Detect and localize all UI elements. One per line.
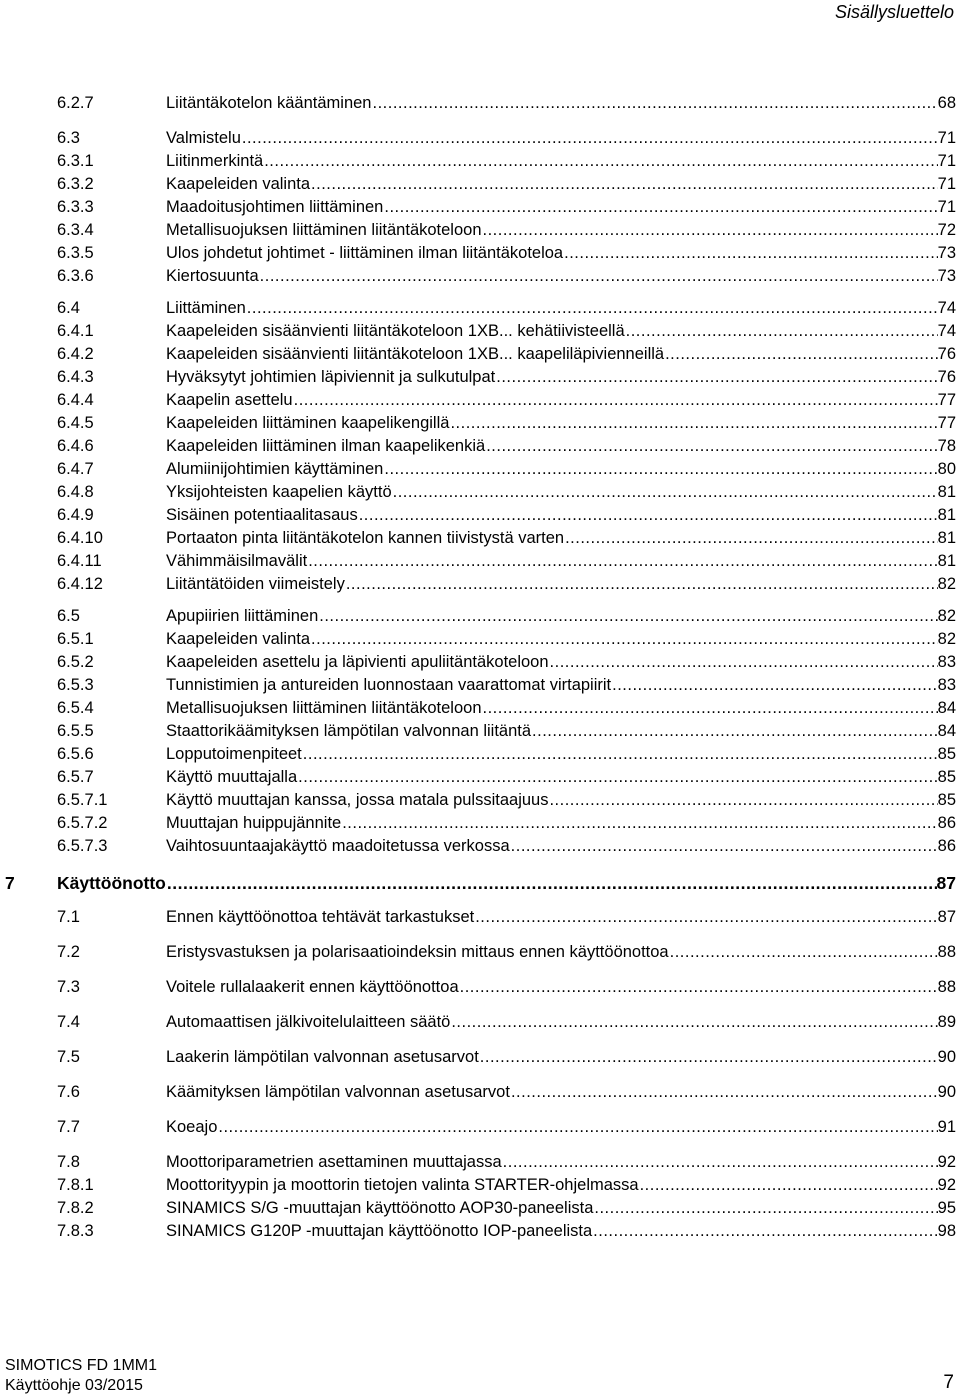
dot-leader <box>310 628 938 651</box>
dot-leader <box>358 504 938 527</box>
toc-entry-title-line <box>166 173 956 196</box>
toc-entry[interactable] <box>0 674 960 697</box>
toc-entry-title: Moottorityypin ja moottorin tietojen valinta STARTER-ohjelmassa <box>166 1176 639 1194</box>
dot-leader <box>669 941 938 964</box>
toc-entry-page: 90 <box>937 1083 956 1101</box>
toc-entry-title: Eristysvastuksen ja polarisaatioindeksin mittaus ennen käyttöönottoa <box>166 943 669 961</box>
toc-entry[interactable] <box>0 366 960 389</box>
toc-entry-number: 7.7 <box>57 1118 80 1136</box>
toc-entry[interactable] <box>0 605 960 628</box>
toc-entry-title: Metallisuojuksen liittäminen liitäntäkoteloon <box>166 221 482 239</box>
toc-entry-page: 90 <box>937 1048 956 1066</box>
toc-entry-title: Kaapeleiden sisäänvienti liitäntäkoteloon 1XB... kehätiivisteellä <box>166 322 625 340</box>
toc-entry-number: 6.4.11 <box>57 552 102 570</box>
toc-entry-title-line <box>166 605 956 628</box>
toc-entry-page: 80 <box>937 460 956 478</box>
toc-entry-title: Laakerin lämpötilan valvonnan asetusarvot <box>166 1048 479 1066</box>
toc-entry-number: 6.5.2 <box>57 653 94 671</box>
dot-leader <box>564 527 938 550</box>
toc-entry-title-line <box>166 1116 956 1139</box>
dot-leader <box>611 674 938 697</box>
dot-leader <box>318 605 937 628</box>
dot-leader <box>548 789 937 812</box>
toc-entry[interactable] <box>0 1220 960 1243</box>
toc-entry[interactable] <box>0 976 960 999</box>
dot-leader <box>510 1081 938 1104</box>
toc-entry-page: 92 <box>937 1176 956 1194</box>
toc-entry-page: 81 <box>937 529 956 547</box>
toc-entry[interactable] <box>0 1011 960 1034</box>
toc-entry-title-line <box>166 1081 956 1104</box>
toc-entry-title: Apupiirien liittäminen <box>166 607 319 625</box>
toc-entry-title: Liitinmerkintä <box>166 152 264 170</box>
toc-entry-page: 86 <box>937 814 956 832</box>
toc-entry-number: 6.4.8 <box>57 483 94 501</box>
toc-entry-page: 83 <box>937 653 956 671</box>
toc-entry-number: 6.2.7 <box>57 94 94 112</box>
dot-leader <box>625 320 938 343</box>
toc-entry-number: 7.8.1 <box>57 1176 94 1194</box>
dot-leader <box>217 1116 937 1139</box>
toc-entry[interactable] <box>0 481 960 504</box>
toc-entry[interactable] <box>0 389 960 412</box>
toc-entry-title: Moottoriparametrien asettaminen muuttajassa <box>166 1153 502 1171</box>
toc-entry-page: 87 <box>937 908 956 926</box>
toc-entry-title-line <box>166 766 956 789</box>
toc-entry-page: 71 <box>937 129 956 147</box>
toc-entry-title-line <box>166 389 956 412</box>
dot-leader <box>392 481 938 504</box>
toc-entry-number: 6.3.3 <box>57 198 94 216</box>
toc-entry-title: Kaapeleiden asettelu ja läpivienti apuliitäntäkoteloon <box>166 653 549 671</box>
toc-entry-title: SINAMICS S/G -muuttajan käyttöönotto AOP30-paneelista <box>166 1199 594 1217</box>
dot-leader <box>263 150 937 173</box>
toc-entry-title: Sisäinen potentiaalitasaus <box>166 506 358 524</box>
toc-entry-title: Käyttöönotto <box>57 873 166 893</box>
toc-entry-page: 73 <box>937 244 956 262</box>
toc-entry-number: 6.5.5 <box>57 722 94 740</box>
toc-entry-number: 7.6 <box>57 1083 80 1101</box>
toc-entry-page: 89 <box>937 1013 956 1031</box>
toc-entry-title-line <box>166 242 956 265</box>
dot-leader <box>592 1220 937 1243</box>
toc-entry-title: Vaihtosuuntaajakäyttö maadoitetussa verkossa <box>166 837 510 855</box>
toc-entry-page: 81 <box>937 483 956 501</box>
dot-leader <box>495 366 937 389</box>
toc-entry-page: 88 <box>937 943 956 961</box>
toc-entry-title-line <box>166 412 956 435</box>
dot-leader <box>549 651 938 674</box>
toc-entry-number: 6.4.7 <box>57 460 94 478</box>
toc-entry-number: 6.5.3 <box>57 676 94 694</box>
dot-leader <box>341 812 937 835</box>
toc-entry[interactable] <box>0 835 960 858</box>
toc-entry-title-line <box>166 1046 956 1069</box>
toc-entry-page: 81 <box>937 552 956 570</box>
toc-entry-page: 84 <box>937 722 956 740</box>
dot-leader <box>345 573 938 596</box>
dot-leader <box>639 1174 938 1197</box>
toc-entry[interactable] <box>0 1151 960 1174</box>
toc-entry-number: 6.4.1 <box>57 322 94 340</box>
toc-entry-page: 78 <box>937 437 956 455</box>
toc-entry-title: Kaapeleiden valinta <box>166 175 311 193</box>
toc-entry-number: 6.4.4 <box>57 391 94 409</box>
toc-entry-title: Lopputoimenpiteet <box>166 745 302 763</box>
toc-entry-title: Liitäntätöiden viimeistely <box>166 575 345 593</box>
dot-leader <box>502 1151 938 1174</box>
toc-entry[interactable] <box>0 651 960 674</box>
toc-entry-title: Kaapeleiden valinta <box>166 630 311 648</box>
dot-leader <box>474 906 937 929</box>
toc-entry-title: SINAMICS G120P -muuttajan käyttöönotto IOP-paneelista <box>166 1222 593 1240</box>
toc-entry-number: 6.4.6 <box>57 437 94 455</box>
toc-entry[interactable] <box>0 458 960 481</box>
toc-entry-title-line <box>166 573 956 596</box>
toc-entry-number: 6.5.4 <box>57 699 94 717</box>
toc-entry-number: 6.5.1 <box>57 630 94 648</box>
toc-entry[interactable] <box>0 1046 960 1069</box>
toc-entry-page: 85 <box>937 791 956 809</box>
dot-leader <box>593 1197 937 1220</box>
toc-entry-title-line <box>57 870 956 897</box>
toc-entry-page: 84 <box>937 699 956 717</box>
toc-entry-title: Muuttajan huippujännite <box>166 814 342 832</box>
toc-entry-number: 6.5.7.2 <box>57 814 108 832</box>
toc-entry-title-line <box>166 1197 956 1220</box>
toc-entry-title: Ulos johdetut johtimet - liittäminen ilman liitäntäkoteloa <box>166 244 564 262</box>
toc-entry[interactable] <box>0 789 960 812</box>
toc-entry-title: Metallisuojuksen liittäminen liitäntäkoteloon <box>166 699 482 717</box>
toc-entry-title: Tunnistimien ja antureiden luonnostaan vaarattomat virtapiirit <box>166 676 612 694</box>
dot-leader <box>664 343 938 366</box>
toc-entry-page: 82 <box>937 575 956 593</box>
toc-entry-number: 6.3.2 <box>57 175 94 193</box>
toc-entry-title-line <box>166 504 956 527</box>
toc-entry[interactable] <box>0 127 960 150</box>
toc-entry[interactable] <box>0 1174 960 1197</box>
toc-entry[interactable] <box>0 320 960 343</box>
toc-entry-title: Koeajo <box>166 1118 218 1136</box>
toc-entry-title: Käämityksen lämpötilan valvonnan asetusarvot <box>166 1083 510 1101</box>
toc-entry-number: 7.1 <box>57 908 80 926</box>
toc-entry-number: 7 <box>5 873 15 893</box>
toc-entry-page: 91 <box>937 1118 956 1136</box>
toc-entry[interactable] <box>0 766 960 789</box>
toc-entry-title-line <box>166 481 956 504</box>
toc-entry-title: Maadoitusjohtimen liittäminen <box>166 198 384 216</box>
toc-entry-title: Voitele rullalaakerit ennen käyttöönottoa <box>166 978 459 996</box>
toc-entry-title-line <box>166 1151 956 1174</box>
toc-entry-page: 73 <box>937 267 956 285</box>
toc-entry[interactable] <box>0 504 960 527</box>
toc-entry-title: Kiertosuunta <box>166 267 259 285</box>
dot-leader <box>246 297 938 320</box>
toc-entry[interactable] <box>0 1081 960 1104</box>
toc-entry-page: 81 <box>937 506 956 524</box>
dot-leader <box>166 870 937 897</box>
toc-entry-number: 6.4.5 <box>57 414 94 432</box>
dot-leader <box>485 435 937 458</box>
toc-entry-page: 76 <box>937 345 956 363</box>
dot-leader <box>449 412 937 435</box>
toc-entry-page: 87 <box>936 873 956 893</box>
toc-entry-page: 85 <box>937 768 956 786</box>
toc-entry-number: 7.5 <box>57 1048 80 1066</box>
toc-entry-title: Yksijohteisten kaapelien käyttö <box>166 483 392 501</box>
toc-entry-page: 76 <box>937 368 956 386</box>
toc-entry-title-line <box>166 812 956 835</box>
toc-entry-title-line <box>166 1220 956 1243</box>
toc-entry-title: Portaaton pinta liitäntäkotelon kannen tiivistystä varten <box>166 529 565 547</box>
toc-entry[interactable] <box>0 573 960 596</box>
toc-entry-title-line <box>166 320 956 343</box>
toc-entry[interactable] <box>0 343 960 366</box>
dot-leader <box>479 1046 938 1069</box>
toc-entry-title-line <box>166 550 956 573</box>
toc-entry-page: 83 <box>937 676 956 694</box>
toc-entry-number: 6.4.10 <box>57 529 103 547</box>
toc-entry-number: 6.3.6 <box>57 267 94 285</box>
toc-entry-title-line <box>166 343 956 366</box>
dot-leader <box>371 92 937 115</box>
toc-entry[interactable] <box>0 527 960 550</box>
toc-entry[interactable] <box>0 697 960 720</box>
toc-entry-title: Kaapelin asettelu <box>166 391 293 409</box>
toc-entry-title-line <box>166 1011 956 1034</box>
toc-entry-page: 85 <box>937 745 956 763</box>
toc-entry[interactable] <box>0 219 960 242</box>
toc-entry-title-line <box>166 628 956 651</box>
dot-leader <box>383 196 937 219</box>
toc-entry-page: 71 <box>937 175 956 193</box>
toc-entry[interactable] <box>0 743 960 766</box>
dot-leader <box>450 1011 937 1034</box>
toc-entry[interactable] <box>0 297 960 320</box>
toc-entry[interactable] <box>0 173 960 196</box>
toc-entry-page: 88 <box>937 978 956 996</box>
toc-entry-number: 7.8.2 <box>57 1199 94 1217</box>
toc-entry-number: 6.4.3 <box>57 368 94 386</box>
toc-entry-number: 7.8 <box>57 1153 80 1171</box>
toc-entry-number: 6.3.4 <box>57 221 94 239</box>
toc-entry-title-line <box>166 435 956 458</box>
toc-entry-page: 82 <box>937 630 956 648</box>
toc-entry-number: 6.4.9 <box>57 506 94 524</box>
table-of-contents <box>0 92 960 1243</box>
toc-entry-title-line <box>166 697 956 720</box>
toc-entry-title-line <box>166 651 956 674</box>
toc-entry-page: 71 <box>937 152 956 170</box>
toc-entry-title-line <box>166 92 956 115</box>
toc-entry-page: 86 <box>937 837 956 855</box>
dot-leader <box>259 265 938 288</box>
toc-entry-title-line <box>166 527 956 550</box>
toc-entry-number: 7.4 <box>57 1013 80 1031</box>
footer-page-number: 7 <box>943 1372 954 1393</box>
dot-leader <box>297 766 937 789</box>
toc-entry-title-line <box>166 366 956 389</box>
toc-entry-title-line <box>166 265 956 288</box>
toc-entry-title-line <box>166 297 956 320</box>
toc-entry[interactable] <box>0 1116 960 1139</box>
toc-entry[interactable] <box>0 92 960 115</box>
toc-entry-title-line <box>166 941 956 964</box>
dot-leader <box>459 976 938 999</box>
toc-chapter-entry[interactable] <box>0 870 960 897</box>
toc-entry-title: Liittäminen <box>166 299 246 317</box>
toc-entry-title: Kaapeleiden sisäänvienti liitäntäkoteloon 1XB... kaapeliläpivienneillä <box>166 345 665 363</box>
toc-entry-page: 71 <box>937 198 956 216</box>
dot-leader <box>302 743 938 766</box>
toc-entry-number: 6.4.2 <box>57 345 94 363</box>
toc-entry-title-line <box>166 789 956 812</box>
toc-entry-title-line <box>166 720 956 743</box>
toc-entry-title: Valmistelu <box>166 129 241 147</box>
toc-entry-page: 72 <box>937 221 956 239</box>
toc-entry-title: Kaapeleiden liittäminen kaapelikengillä <box>166 414 450 432</box>
toc-entry[interactable] <box>0 1197 960 1220</box>
toc-entry-title-line <box>166 219 956 242</box>
footer-document-info: Käyttöohje 03/2015 <box>5 1377 143 1394</box>
toc-entry[interactable] <box>0 435 960 458</box>
toc-entry-title: Kaapeleiden liittäminen ilman kaapelikenkiä <box>166 437 486 455</box>
toc-entry-title-line <box>166 1174 956 1197</box>
toc-entry-title-line <box>166 674 956 697</box>
toc-entry-title-line <box>166 458 956 481</box>
dot-leader <box>310 173 938 196</box>
toc-entry-title-line <box>166 835 956 858</box>
toc-entry-title-line <box>166 743 956 766</box>
toc-entry-title: Käyttö muuttajan kanssa, jossa matala pulssitaajuus <box>166 791 549 809</box>
toc-entry[interactable] <box>0 628 960 651</box>
dot-leader <box>307 550 937 573</box>
toc-entry-number: 6.5.7.1 <box>57 791 108 809</box>
toc-entry-title: Staattorikäämityksen lämpötilan valvonnan liitäntä <box>166 722 532 740</box>
toc-entry-title: Liitäntäkotelon kääntäminen <box>166 94 372 112</box>
dot-leader <box>563 242 938 265</box>
toc-entry[interactable] <box>0 906 960 929</box>
dot-leader <box>383 458 937 481</box>
toc-entry-title: Automaattisen jälkivoitelulaitteen säätö <box>166 1013 451 1031</box>
toc-entry-page: 74 <box>937 299 956 317</box>
toc-entry-number: 7.3 <box>57 978 80 996</box>
toc-entry-page: 74 <box>937 322 956 340</box>
dot-leader <box>510 835 938 858</box>
toc-entry-number: 6.4 <box>57 299 80 317</box>
dot-leader <box>531 720 938 743</box>
header-title: Sisällysluettelo <box>834 2 954 22</box>
toc-entry[interactable] <box>0 550 960 573</box>
toc-entry-number: 6.3.5 <box>57 244 94 262</box>
toc-entry-title-line <box>166 976 956 999</box>
toc-entry-page: 92 <box>937 1153 956 1171</box>
toc-entry-number: 6.5.6 <box>57 745 94 763</box>
toc-entry-title-line <box>166 196 956 219</box>
toc-entry-number: 7.2 <box>57 943 80 961</box>
dot-leader <box>482 697 938 720</box>
toc-entry[interactable] <box>0 242 960 265</box>
toc-entry-page: 98 <box>937 1222 956 1240</box>
footer-product-name: SIMOTICS FD 1MM1 <box>5 1357 158 1374</box>
dot-leader <box>482 219 938 242</box>
toc-entry-number: 7.8.3 <box>57 1222 94 1240</box>
toc-entry-number: 6.5 <box>57 607 80 625</box>
toc-entry-page: 77 <box>937 414 956 432</box>
toc-entry-title-line <box>166 127 956 150</box>
toc-entry-title-line <box>166 150 956 173</box>
toc-entry[interactable] <box>0 150 960 173</box>
toc-entry-title: Käyttö muuttajalla <box>166 768 298 786</box>
toc-entry-page: 82 <box>937 607 956 625</box>
toc-entry-number: 6.5.7 <box>57 768 94 786</box>
toc-entry-page: 68 <box>937 94 956 112</box>
dot-leader <box>293 389 938 412</box>
dot-leader <box>241 127 938 150</box>
toc-entry[interactable] <box>0 812 960 835</box>
toc-entry-number: 6.4.12 <box>57 575 103 593</box>
toc-entry-title-line <box>166 906 956 929</box>
toc-entry-page: 77 <box>937 391 956 409</box>
toc-entry-number: 6.5.7.3 <box>57 837 108 855</box>
toc-entry-title: Alumiinijohtimien käyttäminen <box>166 460 384 478</box>
toc-entry-title: Hyväksytyt johtimien läpiviennit ja sulkutulpat <box>166 368 496 386</box>
toc-entry[interactable] <box>0 265 960 288</box>
toc-entry[interactable] <box>0 941 960 964</box>
toc-entry-page: 95 <box>937 1199 956 1217</box>
toc-entry[interactable] <box>0 720 960 743</box>
toc-entry-number: 6.3.1 <box>57 152 94 170</box>
toc-entry-title: Vähimmäisilmavälit <box>166 552 308 570</box>
toc-entry[interactable] <box>0 412 960 435</box>
toc-entry-title: Ennen käyttöönottoa tehtävät tarkastukset <box>166 908 475 926</box>
toc-entry[interactable] <box>0 196 960 219</box>
toc-entry-number: 6.3 <box>57 129 80 147</box>
